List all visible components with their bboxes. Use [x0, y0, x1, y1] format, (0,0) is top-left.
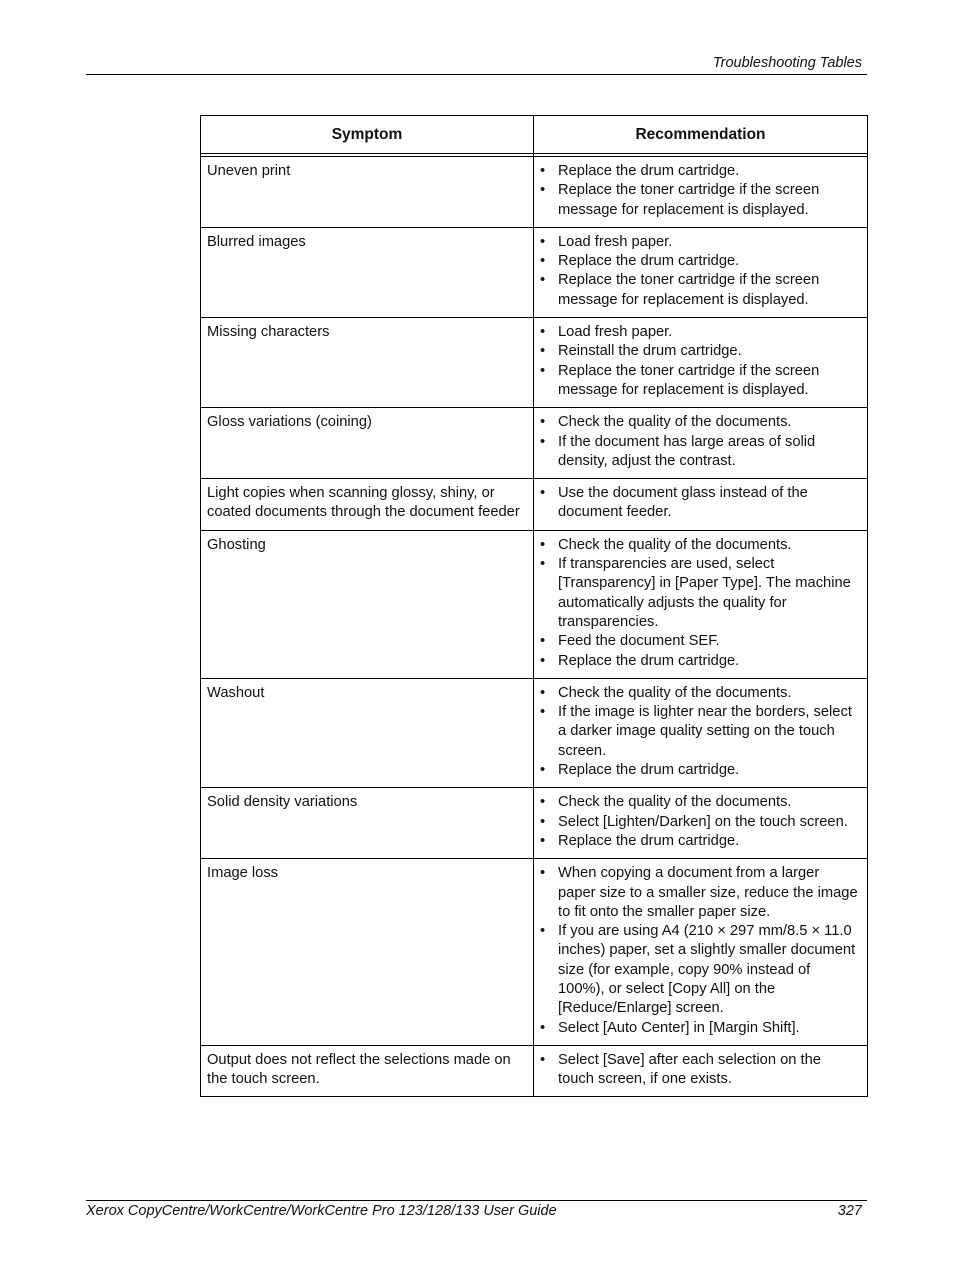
recommendation-text: Check the quality of the documents.	[558, 684, 792, 701]
bullet-icon: •	[540, 923, 546, 940]
recommendation-text: Feed the document SEF.	[558, 633, 720, 650]
recommendation-item	[540, 652, 859, 671]
recommendation-text: Replace the drum cartridge.	[558, 253, 740, 270]
header-divider	[86, 74, 867, 75]
recommendation-cell	[534, 408, 868, 479]
symptom-cell: Missing characters	[201, 318, 534, 408]
recommendation-cell	[534, 678, 868, 787]
recommendation-list	[540, 536, 859, 671]
recommendation-text: Check the quality of the documents.	[558, 794, 792, 811]
bullet-icon: •	[540, 556, 546, 573]
symptom-cell: Blurred images	[201, 227, 534, 317]
recommendation-list	[540, 864, 859, 1038]
table-row	[201, 318, 868, 408]
recommendation-text: Reinstall the drum cartridge.	[558, 343, 742, 360]
recommendation-text: Select [Lighten/Darken] on the touch screen.	[558, 813, 848, 830]
recommendation-text: Replace the drum cartridge.	[558, 832, 740, 849]
recommendation-list	[540, 323, 859, 400]
symptom-cell: Solid density variations	[201, 788, 534, 859]
bullet-icon: •	[540, 762, 546, 779]
recommendation-text: Replace the drum cartridge.	[558, 652, 740, 669]
bullet-icon: •	[540, 1019, 546, 1036]
recommendation-cell	[534, 318, 868, 408]
table-row	[201, 408, 868, 479]
table-row	[201, 788, 868, 859]
recommendation-item	[540, 1019, 859, 1038]
recommendation-item	[540, 684, 859, 703]
recommendation-item	[540, 813, 859, 832]
recommendation-text: Replace the toner cartridge if the screen message for replacement is displayed.	[558, 272, 820, 308]
table-row	[201, 227, 868, 317]
recommendation-item	[540, 162, 859, 181]
recommendation-text: If the document has large areas of solid density, adjust the contrast.	[558, 433, 816, 469]
recommendation-text: Replace the toner cartridge if the screen message for replacement is displayed.	[558, 362, 820, 398]
recommendation-item	[540, 484, 859, 523]
recommendation-list	[540, 233, 859, 310]
symptom-cell: Ghosting	[201, 530, 534, 678]
bullet-icon: •	[540, 324, 546, 341]
recommendation-text: If you are using A4 (210 × 297 mm/8.5 × 11.0 inches) paper, set a slightly smaller document size (for example, copy 90% instead of 100%), or select [Copy All] on the [Reduce/Enlarge] screen.	[558, 923, 856, 1017]
recommendation-item	[540, 413, 859, 432]
column-header-symptom: Symptom	[201, 116, 534, 154]
recommendation-text: Select [Save] after each selection on the touch screen, if one exists.	[558, 1051, 821, 1088]
recommendation-text: Check the quality of the documents.	[558, 536, 792, 553]
symptom-cell: Image loss	[201, 859, 534, 1046]
recommendation-item	[540, 362, 859, 401]
recommendation-item	[540, 832, 859, 851]
bullet-icon: •	[540, 832, 546, 849]
symptom-cell: Gloss variations (coining)	[201, 408, 534, 479]
bullet-icon: •	[540, 414, 546, 431]
bullet-icon: •	[540, 794, 546, 811]
bullet-icon: •	[540, 865, 546, 882]
bullet-icon: •	[540, 704, 546, 721]
bullet-icon: •	[540, 362, 546, 379]
troubleshooting-table	[200, 115, 868, 1097]
bullet-icon: •	[540, 536, 546, 553]
bullet-icon: •	[540, 684, 546, 701]
table-row	[201, 678, 868, 787]
recommendation-item	[540, 536, 859, 555]
recommendation-cell	[534, 859, 868, 1046]
recommendation-text: When copying a document from a larger paper size to a smaller size, reduce the image to fit onto the smaller paper size.	[558, 865, 858, 920]
section-header: Troubleshooting Tables	[712, 55, 862, 71]
bullet-icon: •	[540, 633, 546, 650]
table-row	[201, 1045, 868, 1097]
bullet-icon: •	[540, 433, 546, 450]
recommendation-item	[540, 632, 859, 651]
table-header-row	[201, 116, 868, 154]
recommendation-text: Use the document glass instead of the document feeder.	[558, 485, 808, 521]
recommendation-item	[540, 703, 859, 761]
bullet-icon: •	[540, 813, 546, 830]
recommendation-list	[540, 162, 859, 220]
recommendation-item	[540, 181, 859, 220]
footer-divider	[86, 1200, 867, 1201]
recommendation-text: If transparencies are used, select [Transparency] in [Paper Type]. The machine automatically adjusts the quality for transparencies.	[558, 556, 851, 630]
recommendation-text: Replace the drum cartridge.	[558, 762, 740, 779]
bullet-icon: •	[540, 1051, 546, 1068]
recommendation-item	[540, 342, 859, 361]
recommendation-item	[540, 864, 859, 922]
column-header-recommendation: Recommendation	[534, 116, 868, 154]
bullet-icon: •	[540, 272, 546, 289]
recommendation-text: Replace the toner cartridge if the screen message for replacement is displayed.	[558, 182, 820, 218]
recommendation-item	[540, 761, 859, 780]
bullet-icon: •	[540, 652, 546, 669]
recommendation-text: Load fresh paper.	[558, 233, 673, 250]
recommendation-list	[540, 793, 859, 851]
recommendation-cell	[534, 788, 868, 859]
recommendation-text: Check the quality of the documents.	[558, 414, 792, 431]
symptom-cell: Washout	[201, 678, 534, 787]
footer-page-number: 327	[837, 1203, 862, 1219]
recommendation-cell	[534, 479, 868, 531]
recommendation-item	[540, 323, 859, 342]
recommendation-item	[540, 555, 859, 632]
recommendation-cell	[534, 157, 868, 228]
bullet-icon: •	[540, 253, 546, 270]
recommendation-item	[540, 433, 859, 472]
bullet-icon: •	[540, 485, 546, 502]
table-row	[201, 479, 868, 531]
recommendation-cell	[534, 227, 868, 317]
recommendation-item	[540, 252, 859, 271]
bullet-icon: •	[540, 233, 546, 250]
symptom-cell: Output does not reflect the selections made on the touch screen.	[201, 1045, 534, 1097]
table-row	[201, 157, 868, 228]
bullet-icon: •	[540, 343, 546, 360]
recommendation-text: Load fresh paper.	[558, 324, 673, 341]
recommendation-text: Select [Auto Center] in [Margin Shift].	[558, 1019, 800, 1036]
recommendation-text: If the image is lighter near the borders, select a darker image quality setting on the touch screen.	[558, 704, 852, 759]
symptom-cell: Uneven print	[201, 157, 534, 228]
bullet-icon: •	[540, 182, 546, 199]
recommendation-item	[540, 922, 859, 1018]
recommendation-list	[540, 1051, 859, 1090]
recommendation-item	[540, 793, 859, 812]
table-row	[201, 859, 868, 1046]
recommendation-list	[540, 684, 859, 780]
table-row	[201, 530, 868, 678]
recommendation-text: Replace the drum cartridge.	[558, 163, 740, 179]
recommendation-item	[540, 233, 859, 252]
recommendation-cell	[534, 1045, 868, 1097]
recommendation-list	[540, 484, 859, 523]
bullet-icon: •	[540, 163, 546, 179]
symptom-cell: Light copies when scanning glossy, shiny, or coated documents through the document feeder	[201, 479, 534, 531]
recommendation-item	[540, 271, 859, 310]
recommendation-cell	[534, 530, 868, 678]
recommendation-list	[540, 413, 859, 471]
footer-guide-title: Xerox CopyCentre/WorkCentre/WorkCentre Pro 123/128/133 User Guide	[86, 1203, 557, 1219]
recommendation-item	[540, 1051, 859, 1090]
